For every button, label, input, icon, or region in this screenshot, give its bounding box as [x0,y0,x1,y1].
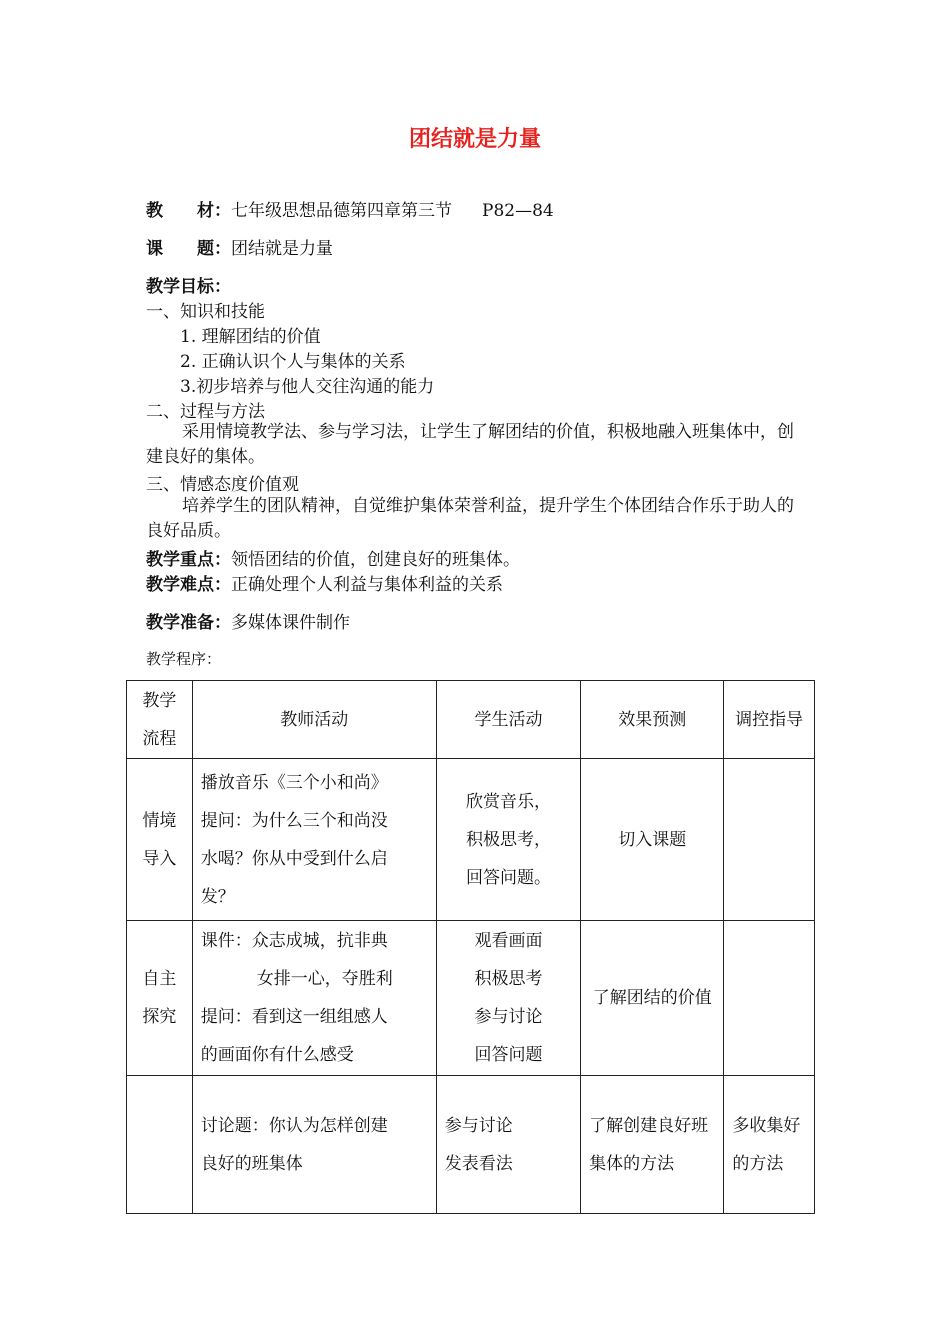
row-guide [724,921,815,1076]
section2-title: 二、过程与方法 [146,402,265,422]
teacher-line: 发？ [200,886,235,907]
teacher-line: 课件：众志成城，抗非典 [200,931,388,951]
row-student [436,759,580,921]
student-line: 回答问题。 [465,867,551,888]
table-row [127,759,815,921]
key-point-line [146,545,520,570]
material-pages: P82—84 [482,201,554,221]
student-line: 回答问题 [474,1045,543,1065]
section2-text: 采用情境教学法、参与学习法，让学生了解团结的价值，积极地融入班集体中，创建良好的集体。 [146,422,794,467]
teacher-line: 提问：看到这一组组感人 [200,1007,388,1027]
row-teacher [192,759,436,921]
material-value: 七年级思想品德第四章第三节 [231,201,452,221]
student-line: 观看画面 [474,931,543,951]
table-row [127,1076,815,1214]
table-row [127,921,815,1076]
teacher-line: 的画面你有什么感受 [200,1045,354,1065]
key-point-value: 领悟团结的价值，创建良好的班集体。 [231,550,520,570]
procedure-label: 教学程序： [146,650,222,668]
key-point-label: 教学重点： [146,550,231,570]
topic-value: 团结就是力量 [231,239,333,259]
student-line: 参与讨论 [444,1115,513,1136]
row-guide: 多收集好的方法 [724,1076,815,1214]
header-guide: 调控指导 [724,681,815,759]
student-line: 积极思考 [474,969,543,989]
row-guide [724,759,815,921]
objective-item: 1. 理解团结的价值 [180,327,321,347]
teacher-line: 良好的班集体 [200,1153,303,1174]
student-line: 积极思考， [465,829,551,850]
row-stage: 情境导入 [127,759,193,921]
difficulty-line [146,570,503,595]
header-student: 学生活动 [436,681,580,759]
preparation-label: 教学准备： [146,613,231,633]
row-teacher [192,1076,436,1214]
student-line: 发表看法 [444,1153,513,1174]
row-effect: 了解团结的价值 [581,921,724,1076]
preparation-value: 多媒体课件制作 [231,613,350,633]
student-line: 参与讨论 [474,1007,543,1027]
section1-title: 一、知识和技能 [146,302,265,322]
teacher-line: 提问：为什么三个和尚没 [200,810,388,831]
student-line: 欣赏音乐， [465,791,551,812]
document-title: 团结就是力量 [408,127,541,152]
row-stage: 自主探究 [127,921,193,1076]
row-stage [127,1076,193,1214]
table-header-row [127,681,815,759]
objective-item: 2. 正确认识个人与集体的关系 [180,352,406,372]
objective-item: 3.初步培养与他人交往沟通的能力 [180,377,435,397]
row-effect: 切入课题 [581,759,724,921]
teacher-line: 讨论题：你认为怎样创建 [200,1115,388,1136]
header-effect: 效果预测 [581,681,724,759]
section3-text: 培养学生的团队精神，自觉维护集体荣誉利益，提升学生个体团结合作乐于助人的良好品质。 [146,496,794,541]
section3-title: 三、情感态度价值观 [146,475,299,495]
row-teacher [192,921,436,1076]
objectives-heading: 教学目标： [146,277,231,297]
header-teacher: 教师活动 [192,681,436,759]
topic-line [146,234,333,259]
teacher-line: 女排一心，夺胜利 [256,969,393,989]
difficulty-value: 正确处理个人利益与集体利益的关系 [231,575,503,595]
row-student [436,1076,580,1214]
difficulty-label: 教学难点： [146,575,231,595]
header-stage: 教学流程 [127,681,193,759]
row-effect: 了解创建良好班集体的方法 [581,1076,724,1214]
material-label: 教 材： [146,201,231,221]
procedure-table [126,680,815,1214]
topic-label: 课 题： [146,239,231,259]
teacher-line: 水喝？你从中受到什么启 [200,848,388,869]
teacher-line: 播放音乐《三个小和尚》 [200,772,388,793]
material-line [146,196,554,221]
row-student [436,921,580,1076]
preparation-line [146,608,350,633]
